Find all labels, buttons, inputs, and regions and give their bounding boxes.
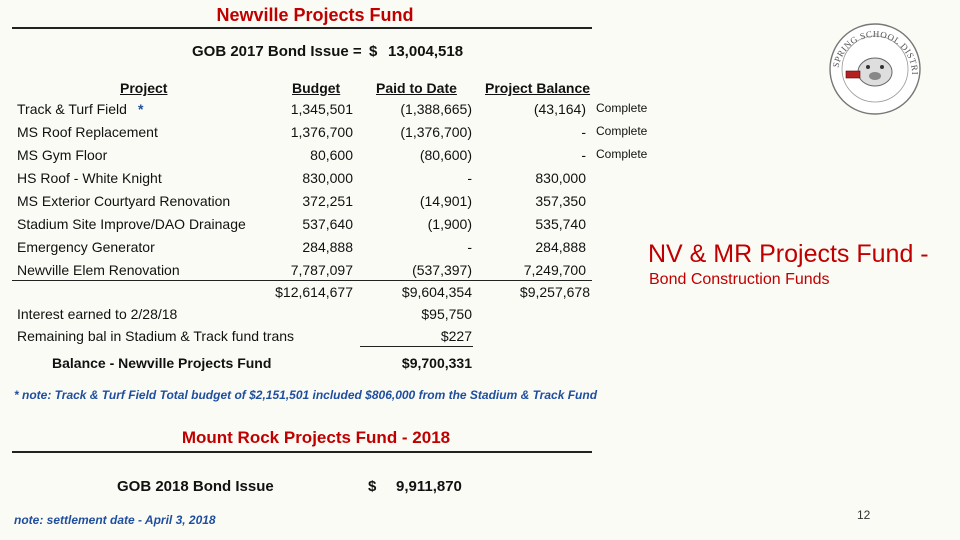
title-divider	[12, 27, 592, 29]
table-bottom-rule	[12, 280, 592, 281]
remaining-label: Remaining bal in Stadium & Track fund trans	[17, 328, 295, 344]
bond-2017-amount: 13,004,518	[388, 43, 464, 60]
row-balance: -	[581, 147, 586, 163]
row-project: Track & Turf Field	[17, 101, 127, 117]
row-paid: (537,397)	[412, 262, 472, 278]
row-paid: (1,376,700)	[400, 124, 472, 140]
newville-note: * note: Track & Turf Field Total budget of $2,151,501 included $806,000 from the Stadium & Track Fund	[14, 388, 598, 402]
header-project: Project	[120, 80, 168, 96]
newville-title: Newville Projects Fund	[216, 5, 414, 25]
row-balance: 7,249,700	[523, 262, 586, 278]
row-balance: (43,164)	[533, 101, 586, 117]
interest-value: $95,750	[421, 306, 472, 322]
row-budget: 1,376,700	[290, 124, 353, 140]
header-budget: Budget	[292, 80, 341, 96]
bond-2018-label: GOB 2018 Bond Issue	[117, 478, 274, 495]
mountrock-divider	[12, 451, 592, 453]
row-status: Complete	[596, 147, 648, 161]
row-balance: 535,740	[535, 216, 586, 232]
row-budget: 537,640	[302, 216, 353, 232]
page-number: 12	[857, 508, 871, 522]
row-balance: 830,000	[535, 170, 586, 186]
header-project-balance: Project Balance	[485, 80, 591, 96]
row-balance: 357,350	[535, 193, 586, 209]
row-paid: (1,388,665)	[400, 101, 472, 117]
row-budget: 372,251	[302, 193, 353, 209]
remaining-value: $227	[440, 328, 472, 344]
bond-2017-label: GOB 2017 Bond Issue =	[192, 43, 362, 60]
row-budget: 1,345,501	[290, 101, 353, 117]
bond-2017-currency: $	[369, 43, 378, 60]
mountrock-note: note: settlement date - April 3, 2018	[14, 513, 216, 527]
row-paid: -	[467, 170, 472, 186]
mountrock-title: Mount Rock Projects Fund - 2018	[181, 428, 451, 447]
row-project: MS Gym Floor	[17, 147, 108, 163]
total-budget: $12,614,677	[275, 284, 353, 300]
row-budget: 830,000	[302, 170, 353, 186]
row-project: Newville Elem Renovation	[17, 262, 180, 278]
row-status: Complete	[596, 101, 648, 115]
row-balance: 284,888	[535, 239, 586, 255]
row-project: MS Roof Replacement	[17, 124, 158, 140]
row-paid: -	[467, 239, 472, 255]
total-paid: $9,604,354	[401, 284, 472, 300]
row-budget: 284,888	[302, 239, 353, 255]
row-project: Stadium Site Improve/DAO Drainage	[17, 216, 246, 232]
row-balance: -	[581, 124, 586, 140]
header-paid-to-date: Paid to Date	[376, 80, 457, 96]
row-project: Emergency Generator	[17, 239, 155, 255]
row-budget: 7,787,097	[290, 262, 353, 278]
balance-value: $9,700,331	[401, 355, 472, 371]
subtotal-rule	[360, 346, 473, 347]
row-footnote-mark: *	[138, 101, 144, 117]
side-title: NV & MR Projects Fund -	[648, 240, 929, 268]
balance-label: Balance - Newville Projects Fund	[52, 355, 272, 371]
total-balance: $9,257,678	[519, 284, 590, 300]
bond-2018-currency: $	[368, 478, 377, 495]
side-subtitle: Bond Construction Funds	[649, 271, 830, 288]
school-district-logo	[828, 22, 922, 116]
row-status: Complete	[596, 124, 648, 138]
row-paid: (1,900)	[427, 216, 472, 232]
logo-text: SPRING SCHOOL DISTRI	[830, 28, 921, 76]
interest-label: Interest earned to 2/28/18	[17, 306, 178, 322]
row-project: HS Roof - White Knight	[17, 170, 162, 186]
bond-2018-amount: 9,911,870	[396, 478, 462, 495]
row-paid: (80,600)	[419, 147, 472, 163]
row-paid: (14,901)	[419, 193, 472, 209]
row-budget: 80,600	[310, 147, 353, 163]
row-project: MS Exterior Courtyard Renovation	[17, 193, 231, 209]
